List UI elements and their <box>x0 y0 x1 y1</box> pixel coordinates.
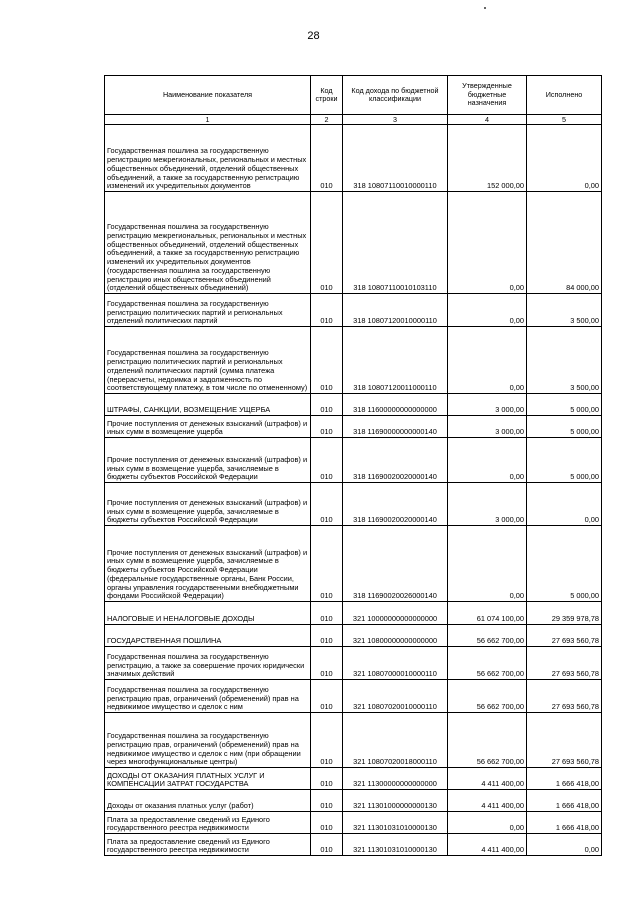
table-row <box>105 483 602 526</box>
row-line-code: 010 <box>311 294 343 327</box>
row-name: Государственная пошлина за государственную регистрацию, а также за совершение прочих юридически значимых действий <box>105 647 311 680</box>
row-income-code: 321 10800000000000000 <box>343 625 448 647</box>
row-executed: 27 693 560,78 <box>527 713 602 768</box>
row-name: ШТРАФЫ, САНКЦИИ, ВОЗМЕЩЕНИЕ УЩЕРБА <box>105 394 311 416</box>
row-name: Прочие поступления от денежных взысканий (штрафов) и иных сумм в возмещение ущерба, зачисляемые в бюджеты субъектов Российской Федерации <box>105 438 311 483</box>
row-approved: 3 000,00 <box>448 394 527 416</box>
row-executed: 1 666 418,00 <box>527 812 602 834</box>
row-name: НАЛОГОВЫЕ И НЕНАЛОГОВЫЕ ДОХОДЫ <box>105 602 311 625</box>
row-income-code: 318 11690020020000140 <box>343 483 448 526</box>
row-executed: 5 000,00 <box>527 394 602 416</box>
row-approved: 4 411 400,00 <box>448 790 527 812</box>
table-row <box>105 812 602 834</box>
row-name: Прочие поступления от денежных взысканий (штрафов) и иных сумм в возмещение ущерба, зачисляемые в бюджеты субъектов Российской Федерации <box>105 483 311 526</box>
row-approved: 0,00 <box>448 526 527 602</box>
row-line-code: 010 <box>311 483 343 526</box>
row-name: Плата за предоставление сведений из Единого государственного реестра недвижимости <box>105 812 311 834</box>
row-approved: 0,00 <box>448 812 527 834</box>
row-name: Государственная пошлина за государственную регистрацию прав, ограничений (обременений) прав на недвижимое имущество и сделок с ним (при обращении через многофункциональные центры) <box>105 713 311 768</box>
table-row <box>105 625 602 647</box>
row-line-code: 010 <box>311 416 343 438</box>
row-name: Прочие поступления от денежных взысканий (штрафов) и иных сумм в возмещение ущерба, зачисляемые в бюджеты субъектов Российской Федерации (федеральные государственные органы, Банк России, органы управления государственными внебюджетными фондами Российской Федерации) <box>105 526 311 602</box>
header-income-code: Код дохода по бюджетной классификации <box>343 76 448 115</box>
row-income-code: 321 10807020010000110 <box>343 680 448 713</box>
scan-speck <box>484 7 486 9</box>
row-name: ГОСУДАРСТВЕННАЯ ПОШЛИНА <box>105 625 311 647</box>
table-row <box>105 294 602 327</box>
row-approved: 0,00 <box>448 327 527 394</box>
row-approved: 4 411 400,00 <box>448 834 527 856</box>
row-income-code: 318 11690020020000140 <box>343 438 448 483</box>
row-income-code: 321 10807020018000110 <box>343 713 448 768</box>
row-name: Государственная пошлина за государственную регистрацию прав, ограничений (обременений) прав на недвижимое имущество и сделок с ним <box>105 680 311 713</box>
row-executed: 0,00 <box>527 834 602 856</box>
row-name: ДОХОДЫ ОТ ОКАЗАНИЯ ПЛАТНЫХ УСЛУГ И КОМПЕНСАЦИИ ЗАТРАТ ГОСУДАРСТВА <box>105 768 311 790</box>
row-name: Государственная пошлина за государственную регистрацию межрегиональных, региональных и местных общественных объединений, отделений общественных объединений, а также за государственную регистрацию изменений их учредительных документов <box>105 125 311 192</box>
row-executed: 5 000,00 <box>527 438 602 483</box>
row-executed: 27 693 560,78 <box>527 680 602 713</box>
row-line-code: 010 <box>311 680 343 713</box>
row-line-code: 010 <box>311 625 343 647</box>
row-income-code: 318 10807110010000110 <box>343 125 448 192</box>
row-name: Государственная пошлина за государственную регистрацию политических партий и региональных отделений политических партий <box>105 294 311 327</box>
row-approved: 4 411 400,00 <box>448 768 527 790</box>
table-row <box>105 526 602 602</box>
row-approved: 0,00 <box>448 294 527 327</box>
row-name: Плата за предоставление сведений из Единого государственного реестра недвижимости <box>105 834 311 856</box>
table-row <box>105 680 602 713</box>
row-approved: 3 000,00 <box>448 416 527 438</box>
row-line-code: 010 <box>311 647 343 680</box>
row-income-code: 318 10807120010000110 <box>343 294 448 327</box>
table-row <box>105 790 602 812</box>
row-line-code: 010 <box>311 812 343 834</box>
row-income-code: 321 11301031010000130 <box>343 812 448 834</box>
row-line-code: 010 <box>311 125 343 192</box>
row-name: Государственная пошлина за государственную регистрацию межрегиональных, региональных и местных общественных объединений, отделений общественных объединений, а также за государственную регистрацию изменений их учредительных документов (государственная пошлина за государственную регистрацию иных общественных объединений (отделений общественных объединений) <box>105 192 311 294</box>
row-name: Государственная пошлина за государственную регистрацию политических партий и региональных отделений политических партий (сумма платежа (перерасчеты, недоимка и задолженность по соответствующему платежу, в том числе по отмененному) <box>105 327 311 394</box>
row-income-code: 321 11300000000000000 <box>343 768 448 790</box>
row-approved: 56 662 700,00 <box>448 680 527 713</box>
row-line-code: 010 <box>311 438 343 483</box>
row-executed: 27 693 560,78 <box>527 647 602 680</box>
table-row <box>105 713 602 768</box>
table-row <box>105 768 602 790</box>
row-income-code: 321 10000000000000000 <box>343 602 448 625</box>
row-executed: 0,00 <box>527 125 602 192</box>
column-number: 5 <box>527 115 602 125</box>
row-approved: 56 662 700,00 <box>448 647 527 680</box>
column-number: 1 <box>105 115 311 125</box>
row-approved: 152 000,00 <box>448 125 527 192</box>
row-line-code: 010 <box>311 834 343 856</box>
row-name: Прочие поступления от денежных взысканий (штрафов) и иных сумм в возмещение ущерба <box>105 416 311 438</box>
row-income-code: 321 10807000010000110 <box>343 647 448 680</box>
row-approved: 61 074 100,00 <box>448 602 527 625</box>
row-approved: 0,00 <box>448 192 527 294</box>
column-number-row <box>105 115 602 125</box>
table-row <box>105 416 602 438</box>
income-table <box>104 75 602 856</box>
row-executed: 1 666 418,00 <box>527 790 602 812</box>
row-income-code: 321 11301031010000130 <box>343 834 448 856</box>
row-name: Доходы от оказания платных услуг (работ) <box>105 790 311 812</box>
table-body <box>105 125 602 856</box>
row-income-code: 318 10807110010103110 <box>343 192 448 294</box>
column-number: 3 <box>343 115 448 125</box>
row-line-code: 010 <box>311 768 343 790</box>
column-number: 4 <box>448 115 527 125</box>
row-executed: 5 000,00 <box>527 526 602 602</box>
row-line-code: 010 <box>311 192 343 294</box>
table-row <box>105 192 602 294</box>
row-executed: 3 500,00 <box>527 294 602 327</box>
row-income-code: 318 11690020026000140 <box>343 526 448 602</box>
row-approved: 56 662 700,00 <box>448 625 527 647</box>
table-row <box>105 438 602 483</box>
row-approved: 3 000,00 <box>448 483 527 526</box>
row-executed: 29 359 978,78 <box>527 602 602 625</box>
table-row <box>105 647 602 680</box>
row-executed: 1 666 418,00 <box>527 768 602 790</box>
header-approved: Утвержденные бюджетные назначения <box>448 76 527 115</box>
row-income-code: 318 10807120011000110 <box>343 327 448 394</box>
row-approved: 56 662 700,00 <box>448 713 527 768</box>
row-executed: 0,00 <box>527 483 602 526</box>
row-approved: 0,00 <box>448 438 527 483</box>
table-row <box>105 602 602 625</box>
row-income-code: 318 11690000000000140 <box>343 416 448 438</box>
table-row <box>105 834 602 856</box>
header-name: Наименование показателя <box>105 76 311 115</box>
row-executed: 3 500,00 <box>527 327 602 394</box>
row-line-code: 010 <box>311 394 343 416</box>
row-line-code: 010 <box>311 713 343 768</box>
table-row <box>105 125 602 192</box>
row-income-code: 321 11301000000000130 <box>343 790 448 812</box>
row-line-code: 010 <box>311 602 343 625</box>
row-executed: 5 000,00 <box>527 416 602 438</box>
row-line-code: 010 <box>311 526 343 602</box>
table-row <box>105 394 602 416</box>
column-number: 2 <box>311 115 343 125</box>
table-row <box>105 327 602 394</box>
row-executed: 84 000,00 <box>527 192 602 294</box>
header-row <box>105 76 602 115</box>
row-line-code: 010 <box>311 790 343 812</box>
row-line-code: 010 <box>311 327 343 394</box>
header-executed: Исполнено <box>527 76 602 115</box>
row-income-code: 318 11600000000000000 <box>343 394 448 416</box>
page-number: 28 <box>307 30 320 42</box>
row-executed: 27 693 560,78 <box>527 625 602 647</box>
header-line-code: Код строки <box>311 76 343 115</box>
